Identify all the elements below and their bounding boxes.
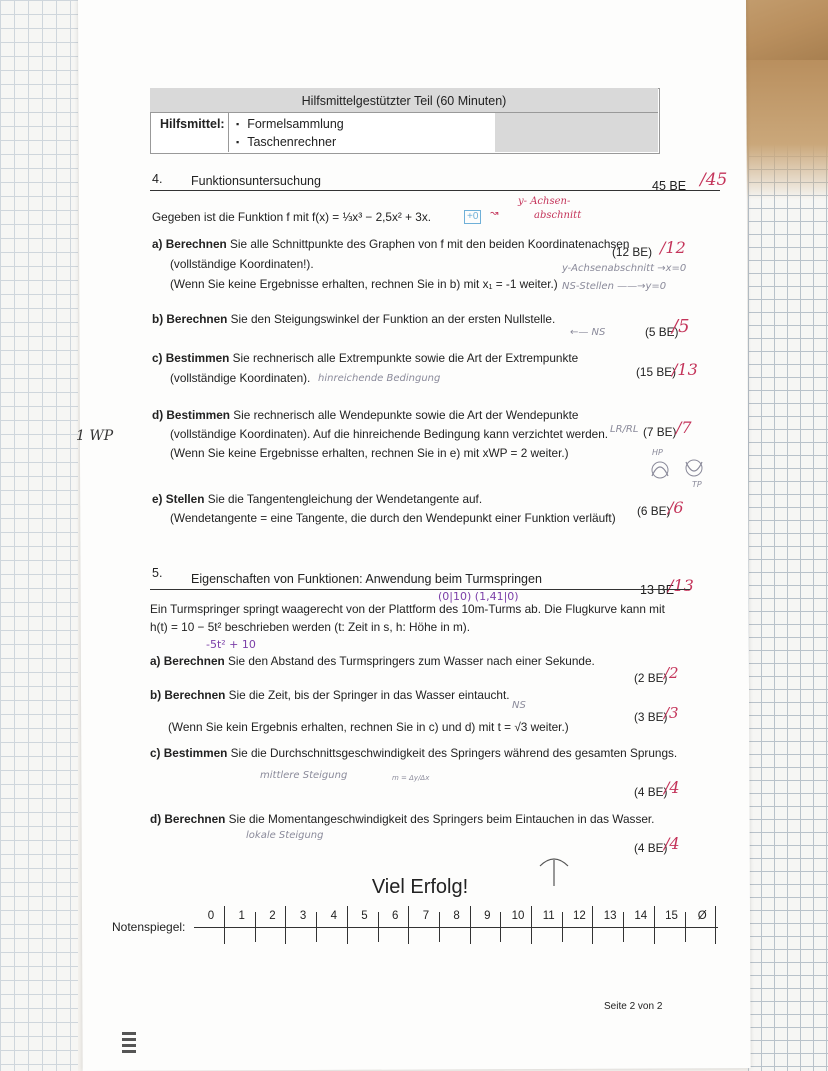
task4-title: Funktionsuntersuchung [191,174,321,188]
notenspiegel-grade: 1 [238,910,245,922]
notenspiegel-tick [285,906,286,944]
task5-number: 5. [152,566,163,580]
notenspiegel-grade: 2 [269,910,276,922]
handnote-coordinates: (0|10) (1,41|0) [438,590,519,603]
task4-score: /45 [700,170,728,190]
task4e-line2: (Wendetangente = eine Tangente, die durch den Wendepunkt einer Funktion verläuft) [170,511,616,525]
notenspiegel-line [194,927,718,928]
notenspiegel-grade: 7 [422,910,430,922]
task4a-score: /12 [660,238,686,257]
task4e-score: /6 [668,498,684,517]
task4c-points: (15 BE) [636,365,676,379]
task4a-text: a) Berechnen Sie alle Schnittpunkte des Graphen von f mit den beiden Koordinatenachsen [152,237,630,251]
task5d-score: /4 [664,834,680,853]
notenspiegel-tick [378,912,379,942]
handnote-lr-rl: LR/RL [610,424,639,435]
page-number: Seite 2 von 2 [604,1001,663,1012]
notenspiegel-tick [224,906,225,944]
binder-clip-mark [122,1032,136,1054]
task4d-points: (7 BE) [643,425,677,439]
notenspiegel-tick [408,906,409,944]
notenspiegel-grade: 15 [665,910,678,922]
notenspiegel-grade: Ø [697,910,707,922]
task4d-score: /7 [676,418,692,437]
notenspiegel-tick [255,912,256,942]
notenspiegel-tick [715,906,716,944]
task5-score: /13 [668,576,694,595]
task4a-points: (12 BE) [612,245,652,259]
graph-paper-left [0,0,78,1071]
task5b-points: (3 BE) [634,710,668,724]
task4e-text: e) Stellen Sie die Tangentengleichung der Wendetangente auf. [152,492,483,506]
handnote-b-arrow: ←— NS [570,327,606,338]
notenspiegel-tick [685,912,686,942]
task4c-text: c) Bestimmen Sie rechnerisch alle Extrempunkte sowie die Art der Extrempunkte [152,351,579,365]
task5d-text: d) Berechnen Sie die Momentangeschwindigkeit des Springers beim Eintauchen in das Wasser. [150,812,655,826]
header-shaded-cell [495,113,658,152]
task5-points: 13 BE [640,583,675,597]
task4b-points: (5 BE) [645,325,679,339]
task5b-line2: (Wenn Sie kein Ergebnis erhalten, rechnen Sie in c) und d) mit t = √3 weiter.) [168,720,569,734]
handnote-ns: NS [512,700,526,711]
task5a-text: a) Berechnen Sie den Abstand des Turmspringers zum Wasser nach einer Sekunde. [150,654,595,668]
notenspiegel-label: Notenspiegel: [112,920,186,934]
hp-tp-sketch [648,456,708,484]
hilfsmittel-item: ▪ Formelsammlung [236,117,344,131]
handnote-mittlere-steigung: mittlere Steigung [260,770,348,781]
handnote-plus0: +0 [464,210,481,224]
notenspiegel-tick [623,912,624,942]
handnote-hinreichende: hinreichende Bedingung [318,373,441,384]
header-title: Hilfsmittelgestützter Teil (60 Minuten) [150,88,658,113]
task5-intro1: Ein Turmspringer springt waagerecht von der Plattform des 10m-Turms ab. Die Flugkurve kann mit [150,602,665,616]
notenspiegel-grade: 6 [391,910,399,922]
hilfsmittel-item: ▪ Taschenrechner [236,135,336,149]
notenspiegel-grade: 5 [361,910,368,922]
notenspiegel-tick [562,912,563,942]
notenspiegel-grade: 9 [484,910,491,922]
task4d-line2: (vollständige Koordinaten). Auf die hinreichende Bedingung kann verzichtet werden. [170,427,609,441]
task4-divider [150,190,720,191]
notenspiegel-grade: 11 [542,910,555,922]
handnote-minus5t: -5t² + 10 [206,638,256,651]
notenspiegel-tick [439,912,440,942]
task4-intro: Gegeben ist die Funktion f mit f(x) = ⅓x³ − 2,5x² + 3x. [152,210,431,224]
task5c-points: (4 BE) [634,785,668,799]
task5-intro2: h(t) = 10 − 5t² beschrieben werden (t: Zeit in s, h: Höhe in m). [150,620,470,634]
task4c-line2: (vollständige Koordinaten). [170,371,311,385]
task5a-points: (2 BE) [634,671,668,685]
handnote-m-formula: m = Δy/Δx [392,774,430,782]
handnote-y-achsenabschnitt: y-Achsenabschnitt →x=0 [562,263,687,274]
handnote-tp: TP [692,480,702,489]
notenspiegel-grade: 4 [330,910,337,922]
task4a-line2: (vollständige Koordinaten!). [170,257,314,271]
task4-number: 4. [152,172,163,186]
task4b-score: /5 [672,316,690,337]
handnote-abschnitt: abschnitt [534,210,582,221]
notenspiegel-tick [500,912,501,942]
task5c-score: /4 [664,778,680,797]
task5-title: Eigenschaften von Funktionen: Anwendung beim Turmspringen [191,572,542,586]
task4b-text: b) Berechnen Sie den Steigungswinkel der Funktion an der ersten Nullstelle. [152,312,556,326]
notenspiegel-tick [654,906,655,944]
notenspiegel-grade: 12 [572,910,586,922]
task4-points: 45 BE [652,179,687,193]
task5-divider [150,589,690,590]
notenspiegel-tick [347,906,348,944]
task5b-score: /3 [664,704,679,722]
task4d-text: d) Bestimmen Sie rechnerisch alle Wendepunkte sowie die Art der Wendepunkte [152,408,579,422]
handdrawn-t-sketch [536,852,572,888]
notenspiegel-tick [531,906,532,944]
handnote-lokale-steigung: lokale Steigung [246,830,324,841]
handnote-1wp: 1 WP [76,428,114,444]
notenspiegel-grade: 8 [453,910,460,922]
task5a-score: /2 [664,664,679,682]
task4e-points: (6 BE) [637,504,671,518]
task5c-text: c) Bestimmen Sie die Durchschnittsgeschwindigkeit des Springers während des gesamten Sprungs. [150,746,678,760]
notenspiegel-grade: 3 [299,910,307,922]
hilfsmittel-label: Hilfsmittel: [160,117,225,131]
notenspiegel-grade: 14 [634,910,648,922]
notenspiegel-grade: 0 [207,910,215,922]
handnote-y-achsen: y- Achsen- [518,196,571,207]
closing-text: Viel Erfolg! [371,876,469,898]
handnote-ns-stellen: NS-Stellen ——→y=0 [562,281,667,292]
notenspiegel-tick [470,906,471,944]
handnote-arrow: ↝ [490,208,499,219]
task4c-score: /13 [672,360,698,379]
notenspiegel-grade: 13 [603,910,617,922]
handnote-hp: HP [652,448,663,457]
notenspiegel-grade: 10 [511,910,525,922]
table-surface-edge [745,60,828,200]
task4d-line3: (Wenn Sie keine Ergebnisse erhalten, rechnen Sie in e) mit xWP = 2 weiter.) [170,446,569,460]
notenspiegel-tick [592,906,593,944]
task5d-points: (4 BE) [634,841,668,855]
task5b-text: b) Berechnen Sie die Zeit, bis der Springer in das Wasser eintaucht. [150,688,510,702]
task4a-line3: (Wenn Sie keine Ergebnisse erhalten, rechnen Sie in b) mit x₁ = -1 weiter.) [170,277,558,291]
notenspiegel-tick [316,912,317,942]
